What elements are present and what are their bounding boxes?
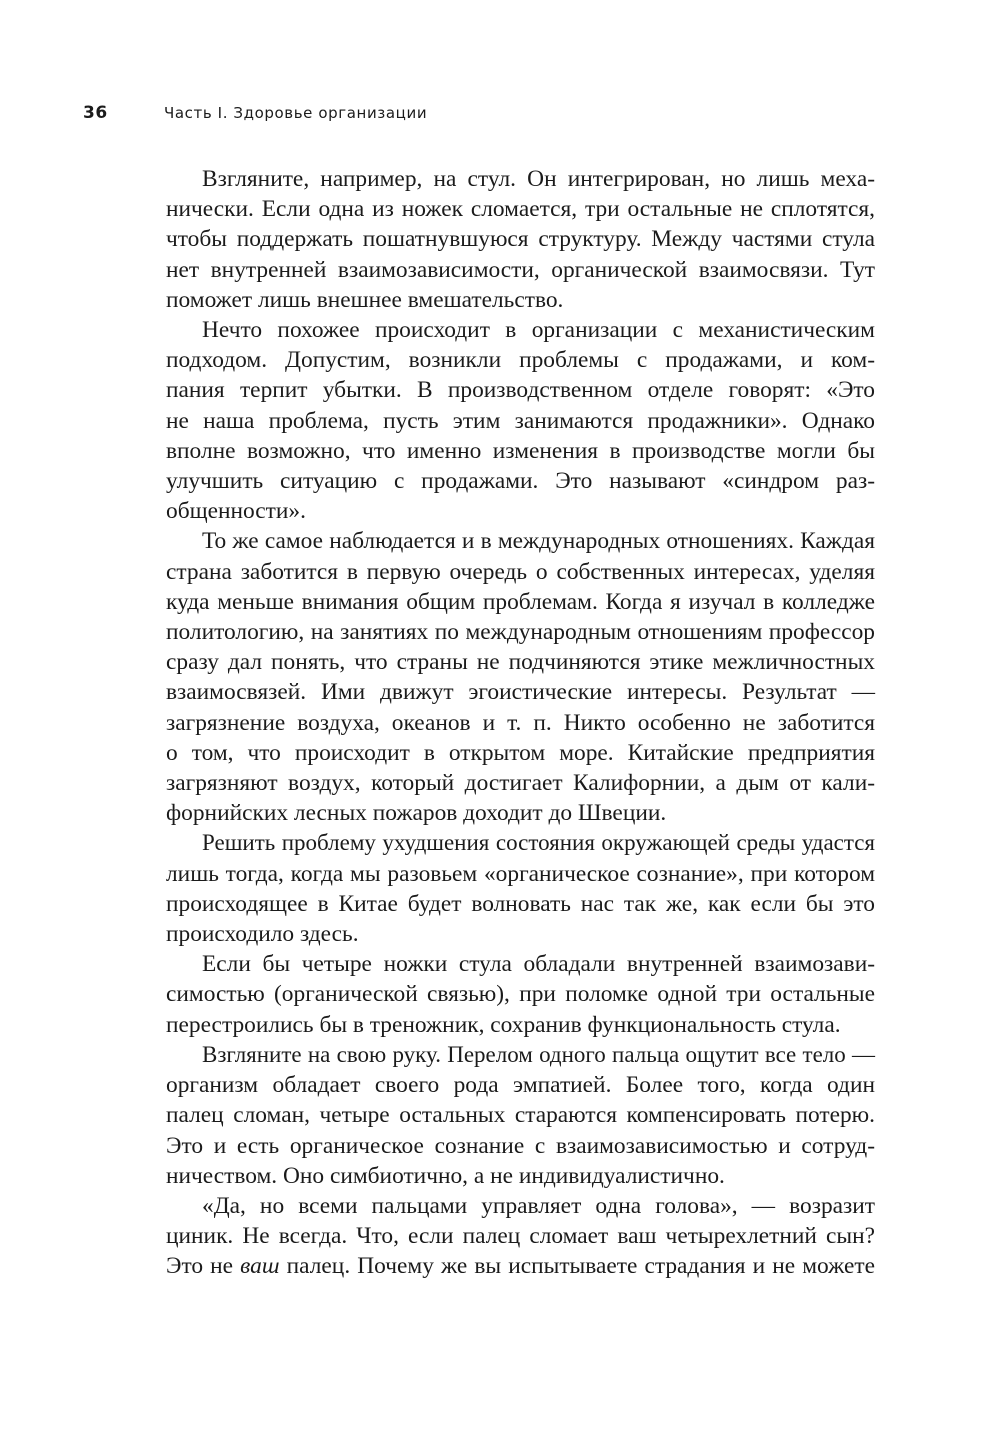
text-line: поможет лишь внешнее вмешательство. bbox=[166, 286, 564, 313]
text-line: куда меньше внимания общим проблемам. Когда я изучал в колледже bbox=[166, 588, 875, 615]
text-line: циник. Не всегда. Что, если палец сломает ваш четырехлетний сын? bbox=[166, 1223, 875, 1250]
text-line: организм обладает своего рода эмпатией. Более того, когда один bbox=[166, 1072, 875, 1099]
text-line: Если бы четыре ножки стула обладали внутренней взаимозави- bbox=[202, 951, 875, 978]
text-line: политологию, на занятиях по международным отношениям профессор bbox=[166, 619, 875, 646]
page-number: 36 bbox=[83, 103, 108, 123]
text-line: подходом. Допустим, возникли проблемы с продажами, и ком- bbox=[166, 347, 875, 374]
text-line: взаимосвязей. Ими движут эгоистические интересы. Результат — bbox=[166, 679, 875, 706]
text-line: перестроились бы в треножник, сохранив функциональность стула. bbox=[166, 1011, 841, 1038]
text-line: не наша проблема, пусть этим занимаются продажники». Однако bbox=[166, 407, 875, 434]
text-line: ничеством. Оно симбиотично, а не индивидуалистично. bbox=[166, 1162, 725, 1189]
text-line: чтобы поддержать пошатнувшуюся структуру. Между частями стула bbox=[166, 226, 875, 253]
running-head: Часть I. Здоровье организации bbox=[164, 104, 428, 122]
text-line: нет внутренней взаимозависимости, органической взаимосвязи. Тут bbox=[166, 256, 875, 283]
text-fragment: Это не bbox=[166, 1253, 234, 1280]
text-line: общенности». bbox=[166, 498, 306, 525]
page-header bbox=[83, 103, 912, 129]
text-line: Нечто похожее происходит в организации с механистическим bbox=[202, 317, 875, 344]
text-line: сразу дал понять, что страны не подчиняются этике межличностных bbox=[166, 649, 875, 676]
text-line: пания терпит убытки. В производственном отделе говорят: «Это bbox=[166, 377, 875, 404]
text-line: загрязняют воздух, который достигает Калифорнии, а дым от кали- bbox=[166, 770, 875, 797]
text-line: лишь тогда, когда мы разовьем «органическое сознание», при котором bbox=[166, 860, 875, 887]
text-line: Решить проблему ухудшения состояния окружающей среды удастся bbox=[202, 830, 875, 856]
text-line: страна заботится в первую очередь о собственных интересах, уделяя bbox=[166, 558, 875, 585]
text-line: о том, что происходит в открытом море. Китайские предприятия bbox=[166, 739, 875, 766]
text-line: происходящее в Китае будет волновать нас так же, как если бы это bbox=[166, 890, 875, 917]
body-text bbox=[166, 164, 875, 1282]
emphasized-word: ваш bbox=[240, 1253, 280, 1280]
text-line: нически. Если одна из ножек сломается, три остальные не сплотятся, bbox=[166, 196, 875, 223]
text-line-with-emphasis bbox=[166, 1251, 875, 1281]
text-fragment: палец. Почему же вы испытываете страдания и не можете bbox=[286, 1253, 875, 1280]
text-line: Взгляните, например, на стул. Он интегрирован, но лишь меха- bbox=[202, 166, 875, 192]
text-line: «Да, но всеми пальцами управляет одна голова», — возразит bbox=[202, 1192, 875, 1219]
text-line: То же самое наблюдается и в международных отношениях. Каждая bbox=[202, 528, 875, 555]
text-line: симостью (органической связью), при поломке одной три остальные bbox=[166, 981, 875, 1008]
text-line: Взгляните на свою руку. Перелом одного пальца ощутит все тело — bbox=[202, 1041, 875, 1067]
text-line: форнийских лесных пожаров доходит до Швеции. bbox=[166, 800, 667, 827]
text-line: загрязнение воздуха, океанов и т. п. Никто особенно не заботится bbox=[166, 709, 875, 736]
text-line: Это и есть органическое сознание с взаимозависимостью и сотруд- bbox=[166, 1132, 875, 1159]
text-line: вполне возможно, что именно изменения в производстве могли бы bbox=[166, 437, 875, 464]
text-line: улучшить ситуацию с продажами. Это называют «синдром раз- bbox=[166, 468, 875, 495]
text-line: палец сломан, четыре остальных стараются компенсировать потерю. bbox=[166, 1102, 875, 1129]
text-line: происходило здесь. bbox=[166, 921, 359, 948]
